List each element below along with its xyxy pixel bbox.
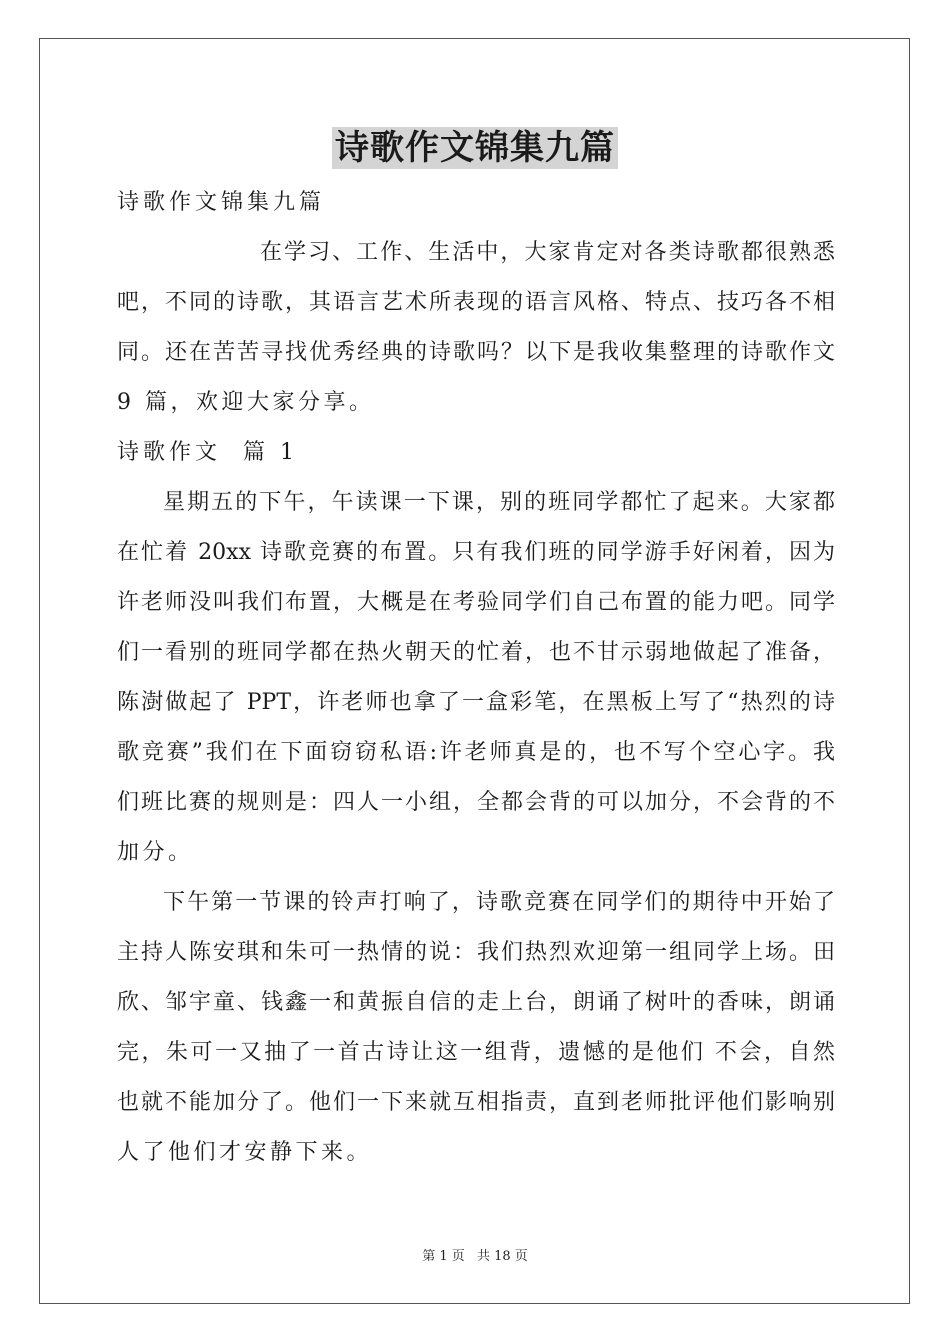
document-subtitle: 诗歌作文锦集九篇 (117, 190, 326, 215)
paragraph-line: 在忙着 20xx 诗歌竞赛的布置。只有我们班的同学游手好闲着，因为 (117, 540, 835, 565)
paragraph-line: 主持人陈安琪和朱可一热情的说：我们热烈欢迎第一组同学上场。田 (117, 940, 835, 965)
paragraph-line: 歌竞赛”我们在下面窃窃私语:许老师真是的，也不写个空心字。我 (117, 740, 835, 765)
paragraph-line: 许老师没叫我们布置，大概是在考验同学们自己布置的能力吧。同学 (117, 590, 835, 615)
intro-line: 在学习、工作、生活中，大家肯定对各类诗歌都很熟悉 (260, 240, 835, 265)
section-heading: 诗歌作文 篇 1 (117, 440, 298, 465)
paragraph-line: 完，朱可一又抽了一首古诗让这一组背，遗憾的是他们 不会，自然 (117, 1040, 835, 1065)
document-body (117, 178, 835, 1178)
page-number: 第 1 页 (422, 1249, 465, 1264)
intro-line: 9 篇，欢迎大家分享。 (117, 390, 375, 415)
paragraph-line: 加分。 (117, 840, 194, 865)
document-title-wrapper (0, 127, 950, 169)
document-title: 诗歌作文锦集九篇 (332, 127, 618, 169)
paragraph-line: 下午第一节课的铃声打响了，诗歌竞赛在同学们的期待中开始了 (163, 890, 835, 915)
intro-line: 吧，不同的诗歌，其语言艺术所表现的语言风格、特点、技巧各不相 (117, 290, 835, 315)
paragraph-line: 陈澍做起了 PPT，许老师也拿了一盒彩笔，在黑板上写了“热烈的诗 (117, 690, 835, 715)
page-footer (0, 1245, 950, 1264)
paragraph-line: 星期五的下午，午读课一下课，别的班同学都忙了起来。大家都 (163, 490, 835, 515)
paragraph-line: 们一看别的班同学都在热火朝天的忙着，也不甘示弱地做起了准备， (117, 640, 835, 665)
page-total: 共 18 页 (476, 1249, 528, 1264)
intro-line: 同。还在苦苦寻找优秀经典的诗歌吗？以下是我收集整理的诗歌作文 (117, 340, 835, 365)
paragraph-line: 人了他们才安静下来。 (117, 1140, 373, 1165)
paragraph-line: 也就不能加分了。他们一下来就互相指责，直到老师批评他们影响别 (117, 1090, 835, 1115)
paragraph-line: 们班比赛的规则是：四人一小组，全都会背的可以加分，不会背的不 (117, 790, 835, 815)
paragraph-line: 欣、邹宇童、钱鑫一和黄振自信的走上台，朗诵了树叶的香味，朗诵 (117, 990, 835, 1015)
